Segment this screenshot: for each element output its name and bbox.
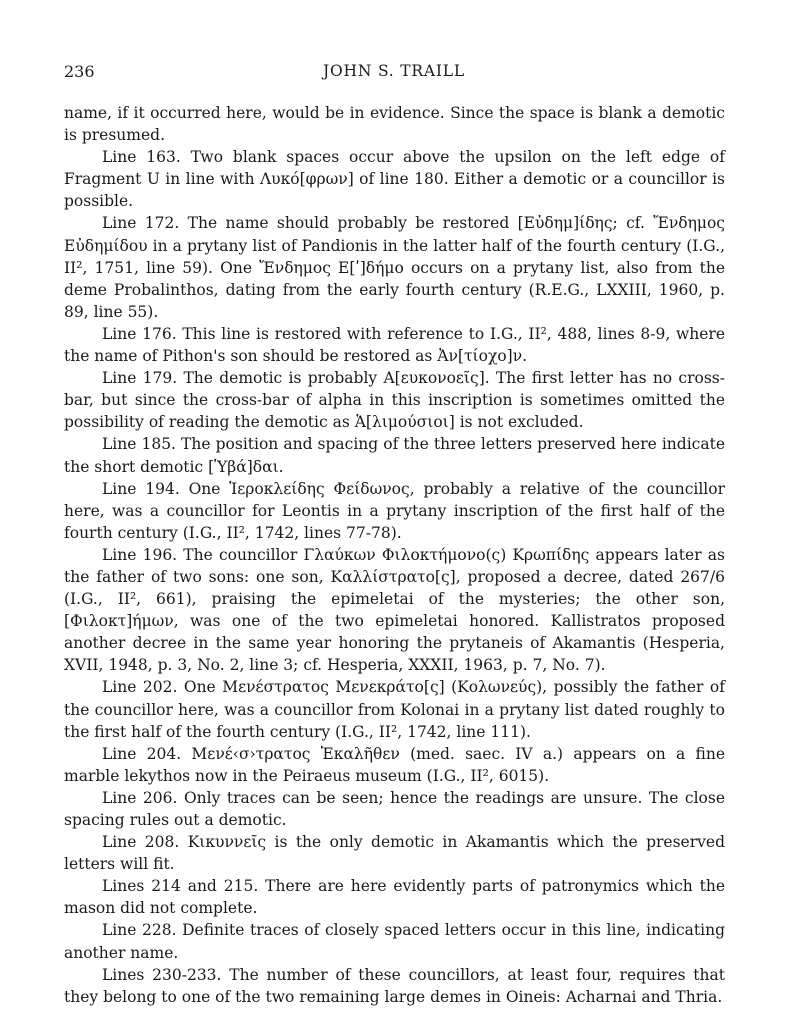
paragraph-line-196: Line 196. The councillor Γλαύκων Φιλοκτήμονο(ς) Κρωπίδης appears later as the father of two sons: one son, Καλλίστρατο[ς], proposed a decree, dated 267/6 (I.G., II², 661), praising the epimeletai of the mysteries; the other son, [Φιλοκτ]ήμων, was one of the two epimeletai honored. Kallistratos proposed another decree in the same year honoring the prytaneis of Akamantis (Hesperia, XVII, 1948, p. 3, No. 2, line 3; cf. Hesperia, XXXII, 1963, p. 7, No. 7). [64, 545, 725, 675]
paragraph-line-172: Line 172. The name should probably be restored [Εὐδημ]ίδης; cf. Ἔνδημος Εὐδημίδου in a prytany list of Pandionis in the latter half of the fourth century (I.G., II², 1751, line 59). One Ἔνδημος Ε[ʹ]δήμο occurs on a prytany list, also from the deme Probalinthos, dating from the early fourth century (R.E.G., LXXIII, 1960, p. 89, line 55). [64, 214, 725, 321]
paragraph-lines-214-215: Lines 214 and 215. There are here evidently parts of patronymics which the mason did not complete. [64, 877, 725, 918]
paragraph-continuation: name, if it occurred here, would be in evidence. Since the space is blank a demotic is presumed. [64, 104, 725, 145]
page-number: 236 [64, 62, 95, 81]
paragraph-line-206: Line 206. Only traces can be seen; hence the readings are unsure. The close spacing rules out a demotic. [64, 788, 725, 829]
running-head: JOHN S. TRAILL [323, 62, 465, 80]
paragraph-line-194: Line 194. One Ἱεροκλείδης Φείδωνος, probably a relative of the councillor here, was a councillor for Leontis in a prytany inscription of the first half of the fourth century (I.G., II², 1742, lines 77-78). [64, 479, 725, 542]
paragraph-lines-230-233: Lines 230-233. The number of these councillors, at least four, requires that they belong to one of the two remaining large demes in Oineis: Acharnai and Thria. [64, 965, 725, 1006]
page-header [64, 62, 724, 86]
paragraph-line-179: Line 179. The demotic is probably Α[ευκονοεῖς]. The first letter has no cross-bar, but since the cross-bar of alpha in this inscription is sometimes omitted the possibility of reading the demotic as Ἁ[λιμούσιοι] is not excluded. [64, 369, 725, 432]
paragraph-line-228: Line 228. Definite traces of closely spaced letters occur in this line, indicating another name. [64, 921, 725, 962]
paragraph-line-176: Line 176. This line is restored with reference to I.G., II², 488, lines 8-9, where the name of Pithon's son should be restored as Ἀν[τίοχο]ν. [64, 324, 725, 366]
paragraph-line-185: Line 185. The position and spacing of the three letters preserved here indicate the short demotic [Ὑβά]δαι. [64, 435, 725, 476]
paragraph-line-208: Line 208. Κικυννεῖς is the only demotic in Akamantis which the preserved letters will fit. [64, 833, 725, 874]
paragraph-line-163: Line 163. Two blank spaces occur above the upsilon on the left edge of Fragment U in line with Λυκό[φρων] of line 180. Either a demotic or a councillor is possible. [64, 148, 725, 211]
body-text [64, 102, 725, 1008]
paragraph-line-202: Line 202. One Μενέστρατος Μενεκράτο[ς] (Κολωνεύς), possibly the father of the councillor here, was a councillor from Kolonai in a prytany list dated roughly to the first half of the fourth century (I.G., II², 1742, line 111). [64, 678, 725, 741]
paragraph-line-204: Line 204. Μενέ‹σ›τρατος Ἑκαλῆθεν (med. saec. IV a.) appears on a fine marble lekythos now in the Peiraeus museum (I.G., II², 6015). [64, 744, 725, 785]
